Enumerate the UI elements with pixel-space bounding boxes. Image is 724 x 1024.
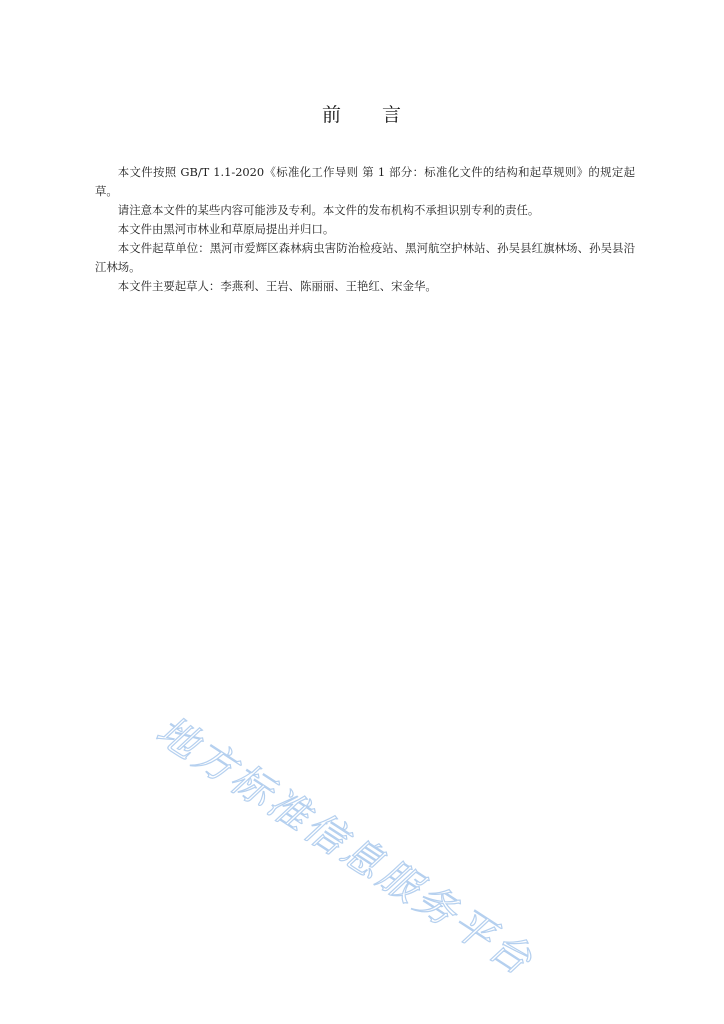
watermark: 地方标准信息服务平台	[148, 707, 543, 986]
paragraph-proposer: 本文件由黑河市林业和草原局提出并归口。	[117, 222, 335, 236]
paragraph-drafters: 本文件主要起草人：李燕利、王岩、陈丽丽、王艳红、宋金华。	[117, 279, 437, 293]
paragraph-drafting-units: 本文件起草单位：黑河市爱辉区森林病虫害防治检疫站、黑河航空护林站、孙吴县红旗林场、孙吴县沿江林场。	[95, 241, 635, 274]
page-title	[0, 100, 724, 127]
title-char-2: 言	[382, 104, 403, 126]
paragraph-drafting-rules: 本文件按照 GB/T 1.1-2020《标准化工作导则 第 1 部分：标准化文件的结构和起草规则》的规定起草。	[95, 165, 635, 198]
foreword-body	[95, 163, 635, 296]
paragraph-patent-notice: 请注意本文件的某些内容可能涉及专利。本文件的发布机构不承担识别专利的责任。	[117, 203, 540, 217]
title-char-1: 前	[321, 104, 342, 126]
